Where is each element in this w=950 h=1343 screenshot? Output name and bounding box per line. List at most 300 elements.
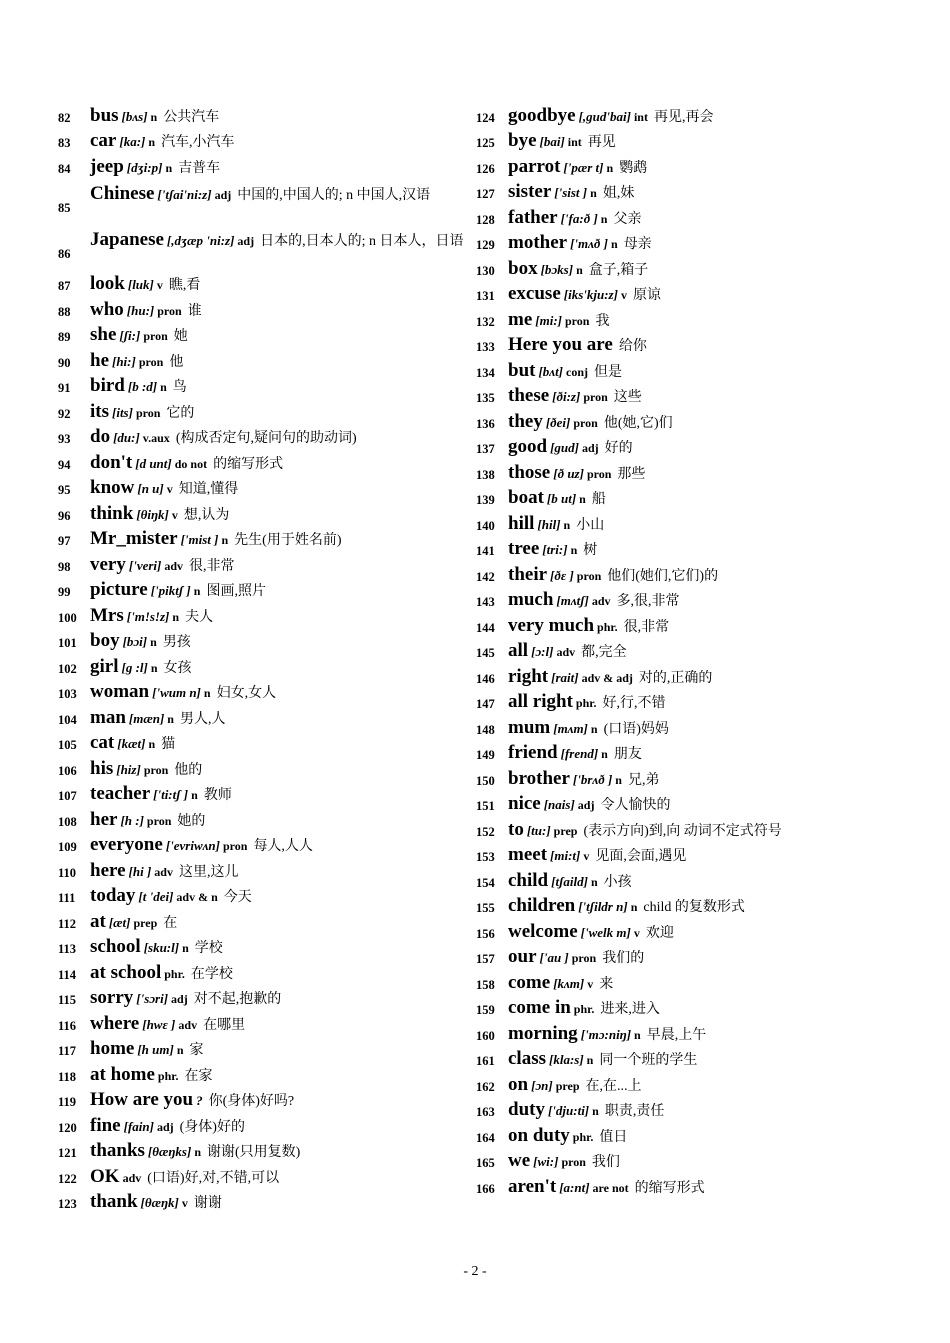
- meaning: 教师: [203, 788, 232, 803]
- phonetic: [θæŋks]: [147, 1144, 192, 1159]
- vocab-entry: [58, 1191, 478, 1217]
- entry-number: 114: [58, 967, 77, 982]
- entry-body: [90, 426, 478, 448]
- phonetic: [n u]: [137, 481, 164, 496]
- entry-number: 84: [58, 161, 71, 176]
- phonetic: [tʃaild]: [551, 873, 588, 889]
- entry-body: [90, 503, 478, 525]
- meaning: 给你: [618, 339, 647, 354]
- entry-number: 98: [58, 559, 71, 574]
- vocab-word: we: [508, 1150, 531, 1171]
- phonetic: [mʌm]: [553, 720, 588, 736]
- entry-body: [90, 273, 478, 295]
- part-of-speech: n: [590, 721, 598, 736]
- entry-number: 130: [476, 263, 495, 278]
- phonetic: ['mʌð ]: [570, 236, 608, 251]
- meaning: 谢谢: [193, 1196, 222, 1211]
- phonetic: [mi:]: [535, 312, 562, 328]
- entry-body: [508, 385, 896, 407]
- phonetic: [hi ]: [128, 863, 152, 879]
- entry-number: 144: [476, 620, 495, 635]
- entry-body: [508, 1125, 896, 1147]
- entry-body: [508, 1048, 896, 1070]
- vocab-entry: [476, 1048, 896, 1074]
- phonetic: [hwɛ ]: [142, 1016, 176, 1032]
- meaning: 值日: [599, 1129, 628, 1145]
- part-of-speech: adv: [154, 864, 173, 879]
- vocab-entry: [58, 553, 478, 579]
- entry-body: [90, 105, 478, 127]
- vocab-word: but: [508, 359, 536, 381]
- vocab-word: children: [508, 895, 576, 916]
- entry-number: 111: [58, 891, 76, 905]
- entry-body: [508, 436, 896, 458]
- part-of-speech: prep: [555, 1078, 580, 1093]
- phonetic: [ðɛ ]: [550, 567, 574, 583]
- vocab-word: Mrs: [90, 604, 124, 626]
- vocab-word: picture: [90, 579, 148, 600]
- entry-body: [508, 946, 896, 968]
- vocab-entry: [476, 1022, 896, 1048]
- vocab-word: everyone: [90, 834, 163, 855]
- entry-body: [508, 232, 896, 254]
- vocab-entry: [476, 487, 896, 513]
- entry-number: 112: [58, 916, 77, 931]
- meaning: 它的: [166, 405, 195, 421]
- meaning: 盒子,箱子: [588, 262, 649, 278]
- entry-body: [508, 615, 896, 637]
- vocab-word: don't: [90, 451, 133, 473]
- phonetic: [dʒi:p]: [126, 159, 163, 175]
- phonetic: ['wum n]: [152, 685, 201, 700]
- phonetic: [æt]: [108, 914, 131, 930]
- entry-number: 88: [58, 304, 71, 319]
- meaning: (构成否定句,疑问句的助动词): [175, 431, 357, 446]
- entry-number: 152: [476, 824, 495, 839]
- entry-body: [90, 401, 478, 423]
- meaning: 在哪里: [203, 1017, 246, 1033]
- meaning: 小孩: [603, 874, 632, 890]
- vocab-entry: [476, 206, 896, 232]
- phonetic: [ɑ:nt]: [559, 1179, 590, 1195]
- vocab-entry: [476, 895, 896, 921]
- meaning: 母亲: [623, 237, 652, 252]
- vocab-word: bus: [90, 104, 119, 126]
- vocab-entry: [58, 1140, 478, 1166]
- vocab-word: welcome: [508, 920, 578, 942]
- vocab-word: cat: [90, 732, 115, 753]
- part-of-speech: n: [148, 737, 156, 751]
- entry-number: 160: [476, 1028, 495, 1043]
- part-of-speech: v: [633, 925, 640, 940]
- meaning: 但是: [594, 364, 623, 380]
- phonetic: [bɔi]: [122, 634, 148, 649]
- phonetic: [hil]: [537, 516, 561, 532]
- vocab-entry: [476, 1124, 896, 1150]
- part-of-speech: pron: [135, 405, 161, 420]
- vocab-entry: [58, 910, 478, 936]
- meaning: 来: [599, 976, 614, 992]
- entry-body: [508, 411, 896, 433]
- entry-number: 151: [476, 799, 495, 813]
- entry-body: [90, 375, 478, 397]
- meaning: 朋友: [613, 747, 642, 762]
- phonetic: ['veri]: [128, 557, 162, 573]
- vocab-word: he: [90, 349, 109, 371]
- entry-body: [90, 554, 478, 576]
- entry-body: [90, 1089, 478, 1111]
- vocab-entry: [58, 130, 478, 156]
- entry-body: [90, 860, 478, 882]
- part-of-speech: n: [172, 609, 180, 624]
- vocab-word: friend: [508, 742, 558, 763]
- meaning: 欢迎: [645, 925, 674, 941]
- part-of-speech: n: [160, 380, 167, 394]
- entry-number: 95: [58, 483, 71, 497]
- part-of-speech: pron: [138, 354, 164, 369]
- vocab-word: at: [90, 910, 106, 932]
- vocab-entry: [58, 808, 478, 834]
- phonetic: [wi:]: [533, 1154, 559, 1169]
- entry-number: 122: [58, 1171, 77, 1186]
- part-of-speech: int: [633, 109, 648, 124]
- entry-body: [90, 656, 478, 678]
- vocab-entry: [58, 987, 478, 1013]
- entry-body: [90, 130, 478, 152]
- part-of-speech: n: [570, 543, 578, 557]
- vocab-word: home: [90, 1038, 135, 1059]
- phonetic: ['piktʃ ]: [150, 583, 191, 598]
- part-of-speech: prep: [133, 915, 158, 930]
- part-of-speech: pron: [583, 390, 608, 404]
- vocab-word: fine: [90, 1114, 121, 1136]
- vocab-word: who: [90, 298, 124, 320]
- phonetic: [mʌtʃ]: [556, 593, 589, 608]
- entry-number: 92: [58, 406, 71, 421]
- phonetic: [du:]: [113, 430, 140, 445]
- vocab-entry: [58, 732, 478, 758]
- entry-number: 165: [476, 1156, 495, 1170]
- vocab-word: box: [508, 257, 538, 279]
- phonetic: [t 'dei]: [138, 889, 174, 904]
- phonetic: [sku:l]: [143, 940, 180, 955]
- vocab-word: bird: [90, 375, 125, 396]
- entry-number: 150: [476, 773, 495, 788]
- vocab-word: sorry: [90, 987, 134, 1008]
- part-of-speech: adv: [178, 1017, 198, 1032]
- entry-body: [508, 717, 896, 739]
- entry-body: [508, 181, 896, 203]
- entry-number: 159: [476, 1003, 495, 1017]
- entry-body: [90, 229, 478, 253]
- meaning: (表示方向)到,向 动词不定式符号: [583, 823, 782, 839]
- part-of-speech: v: [620, 288, 627, 302]
- vocab-word: school: [90, 936, 141, 957]
- part-of-speech: n: [150, 109, 158, 124]
- part-of-speech: adj: [577, 798, 595, 812]
- vocab-word: excuse: [508, 283, 561, 304]
- vocab-word: mum: [508, 716, 551, 738]
- vocab-entry: [476, 359, 896, 385]
- phonetic: [θiŋk]: [136, 506, 169, 522]
- entry-number: 108: [58, 814, 77, 829]
- entry-number: 104: [58, 712, 77, 727]
- meaning: 公共汽车: [163, 109, 220, 125]
- entry-body: [508, 334, 896, 356]
- meaning: 我: [595, 313, 610, 329]
- vocab-word: come in: [508, 997, 571, 1018]
- vocab-entry: [476, 1150, 896, 1176]
- meaning: 职责,责任: [604, 1104, 665, 1119]
- part-of-speech: n: [150, 635, 157, 649]
- part-of-speech: pron: [571, 951, 597, 965]
- vocab-entry: [476, 716, 896, 742]
- vocab-word: morning: [508, 1022, 578, 1044]
- part-of-speech: pron: [222, 839, 248, 853]
- phonetic: ['evriwʌn]: [165, 838, 220, 853]
- vocab-entry: [58, 502, 478, 528]
- entry-body: [508, 640, 896, 662]
- phonetic: [ðei]: [545, 414, 571, 430]
- part-of-speech: n: [600, 211, 608, 226]
- phonetic: [ɔ:l]: [531, 644, 554, 659]
- entry-number: 145: [476, 646, 495, 660]
- meaning: 原谅: [632, 288, 661, 303]
- vocab-entry: [58, 528, 478, 554]
- entry-number: 154: [476, 875, 495, 890]
- entry-body: [508, 895, 896, 917]
- entry-body: [508, 1176, 896, 1198]
- meaning: 很,非常: [623, 619, 670, 635]
- vocab-entry: [476, 461, 896, 487]
- vocab-entry: [476, 1099, 896, 1125]
- meaning: 的缩写形式: [634, 1180, 705, 1196]
- entry-body: [508, 283, 896, 305]
- entry-body: [90, 605, 478, 627]
- entry-number: 102: [58, 661, 77, 676]
- meaning: 见面,会面,遇见: [595, 849, 687, 864]
- vocab-word: goodbye: [508, 104, 576, 126]
- meaning: 夫人: [185, 609, 214, 625]
- vocab-word: do: [90, 426, 111, 447]
- meaning: 想,认为: [183, 507, 230, 523]
- entry-number: 156: [476, 926, 495, 941]
- entry-body: [90, 758, 478, 780]
- meaning: 谢谢(只用复数): [207, 1145, 301, 1160]
- meaning: 图画,照片: [206, 584, 266, 599]
- phonetic: [luk]: [127, 277, 154, 292]
- meaning: 他的: [174, 762, 203, 778]
- entry-body: [508, 1150, 896, 1172]
- part-of-speech: phr.: [164, 966, 185, 981]
- page-number: - 2 -: [463, 1264, 487, 1279]
- meaning: 她的: [177, 813, 206, 829]
- entry-number: 155: [476, 901, 495, 915]
- phonetic: ['au ]: [539, 950, 569, 965]
- vocab-word: bye: [508, 130, 537, 151]
- vocab-word: Chinese: [90, 182, 155, 204]
- part-of-speech: n: [592, 1104, 599, 1118]
- entry-number: 128: [476, 212, 495, 227]
- vocab-entry: [58, 181, 478, 227]
- vocab-entry: [58, 604, 478, 630]
- vocab-entry: [476, 512, 896, 538]
- phonetic: [kæt]: [117, 736, 146, 751]
- part-of-speech: n: [576, 262, 583, 277]
- phonetic: [hiz]: [116, 761, 141, 777]
- entry-body: [90, 936, 478, 958]
- phonetic: [gud]: [550, 440, 579, 455]
- part-of-speech: do not: [174, 456, 208, 471]
- entry-body: [508, 1074, 896, 1096]
- part-of-speech: phr.: [573, 1002, 595, 1016]
- entry-body: [90, 834, 478, 856]
- entry-number: 146: [476, 671, 495, 686]
- meaning: 他们(她们,它们)的: [607, 568, 719, 584]
- part-of-speech: conj: [566, 364, 589, 379]
- vocab-word: very much: [508, 614, 595, 636]
- meaning: (口语)妈妈: [603, 721, 669, 737]
- entry-body: [508, 105, 896, 127]
- vocab-entry: [476, 155, 896, 181]
- vocab-word: much: [508, 589, 554, 610]
- part-of-speech: n: [182, 941, 189, 955]
- meaning: (口语)好,对,不错,可以: [147, 1170, 280, 1186]
- vocab-word: they: [508, 410, 543, 432]
- vocab-word: on duty: [508, 1124, 570, 1146]
- phonetic: [h um]: [137, 1042, 174, 1057]
- vocab-entry: [476, 665, 896, 691]
- entry-number: 96: [58, 508, 71, 523]
- entry-number: 121: [58, 1146, 77, 1160]
- vocab-word: all: [508, 640, 529, 661]
- part-of-speech: adv: [556, 645, 576, 659]
- vocab-word: parrot: [508, 155, 561, 177]
- part-of-speech: pron: [586, 466, 612, 481]
- entry-number: 153: [476, 850, 495, 864]
- entry-number: 105: [58, 738, 77, 752]
- vocab-word: where: [90, 1012, 140, 1034]
- phonetic: [kʌm]: [553, 975, 585, 991]
- vocab-word: me: [508, 308, 533, 330]
- meaning: 谁: [187, 303, 202, 319]
- vocab-word: today: [90, 885, 136, 906]
- part-of-speech: pron: [146, 813, 172, 828]
- entry-number: 82: [58, 110, 71, 125]
- vocab-word: tree: [508, 538, 540, 559]
- vocab-word: very: [90, 553, 126, 575]
- phonetic: [θæŋk]: [140, 1195, 179, 1210]
- vocab-word: look: [90, 273, 125, 294]
- vocab-entry: [476, 232, 896, 258]
- vocab-entry: [58, 834, 478, 860]
- vocab-entry: [58, 155, 478, 181]
- meaning: 这些: [613, 390, 642, 405]
- phonetic: ['sist ]: [554, 185, 588, 200]
- meaning: 多,很,非常: [616, 594, 680, 609]
- vocab-entry: [476, 436, 896, 462]
- vocab-entry: [476, 946, 896, 972]
- meaning: 男人,人: [179, 711, 226, 727]
- phonetic: [mæn]: [128, 710, 165, 726]
- meaning: 对不起,抱歉的: [193, 992, 282, 1007]
- entry-body: [90, 630, 478, 652]
- vocab-word: brother: [508, 767, 570, 789]
- part-of-speech: phr.: [597, 619, 618, 634]
- vocab-entry: [476, 130, 896, 156]
- meaning: 汽车,小汽车: [161, 135, 235, 150]
- vocab-word: all right: [508, 691, 573, 712]
- vocab-entry: [476, 844, 896, 870]
- entry-body: [90, 350, 478, 372]
- entry-number: 101: [58, 636, 77, 650]
- meaning: 好的: [604, 441, 633, 456]
- vocab-word: car: [90, 130, 117, 151]
- entry-number: 135: [476, 391, 495, 405]
- entry-body: [508, 768, 896, 790]
- phonetic: [fain]: [123, 1118, 154, 1134]
- entry-body: [508, 1099, 896, 1121]
- vocab-word: to: [508, 818, 524, 840]
- vocab-entry: [58, 1165, 478, 1191]
- phonetic: ['m!s!z]: [126, 608, 170, 624]
- entry-number: 147: [476, 697, 495, 711]
- vocab-entry: [476, 767, 896, 793]
- part-of-speech: pron: [561, 1155, 586, 1169]
- entry-number: 141: [476, 544, 495, 558]
- meaning: 小山: [576, 517, 605, 533]
- entry-body: [90, 183, 478, 207]
- vocab-entry: [476, 104, 896, 130]
- entry-number: 124: [476, 110, 495, 125]
- vocab-word: our: [508, 946, 537, 967]
- part-of-speech: are not: [592, 1180, 629, 1195]
- meaning: 你(身体)好吗?: [208, 1094, 295, 1109]
- vocab-word: hill: [508, 512, 535, 534]
- vocab-entry: [58, 400, 478, 426]
- meaning: child 的复数形式: [643, 900, 745, 915]
- meaning: 在: [163, 915, 178, 931]
- phonetic: ['mɔ:niŋ]: [580, 1026, 632, 1042]
- phonetic: [frend]: [560, 746, 599, 761]
- meaning: 她: [173, 329, 188, 344]
- entry-body: [508, 972, 896, 994]
- entry-body: [508, 589, 896, 611]
- vocab-entry: [58, 859, 478, 885]
- part-of-speech: pron: [157, 303, 182, 318]
- phonetic: [kɑ:]: [119, 134, 146, 149]
- meaning: 对的,正确的: [638, 670, 713, 686]
- entry-body: [90, 528, 478, 550]
- part-of-speech: adj: [237, 233, 255, 248]
- entry-number: 118: [58, 1069, 77, 1084]
- vocab-entry: [58, 1063, 478, 1089]
- vocab-entry: [58, 655, 478, 681]
- phonetic: [iks'kju:z]: [563, 287, 618, 302]
- entry-body: [508, 538, 896, 560]
- entry-number: 125: [476, 136, 495, 150]
- entry-number: 140: [476, 518, 495, 533]
- vocab-word: class: [508, 1048, 546, 1069]
- vocab-word: think: [90, 502, 134, 524]
- entry-number: 166: [476, 1181, 495, 1196]
- vocab-word: aren't: [508, 1175, 557, 1197]
- entry-number: 110: [58, 865, 77, 880]
- phonetic: ['brʌð ]: [572, 771, 613, 787]
- part-of-speech: n: [221, 533, 229, 547]
- phonetic: [bʌt]: [538, 363, 564, 379]
- phonetic: [ɔn]: [531, 1077, 553, 1093]
